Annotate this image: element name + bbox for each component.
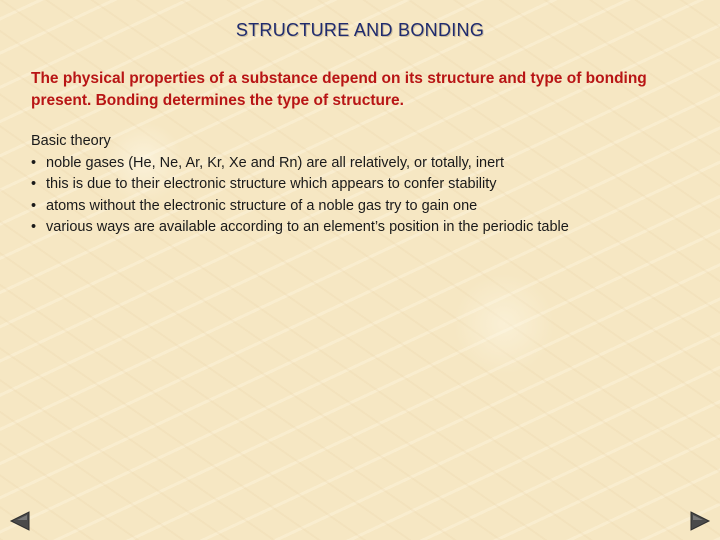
previous-slide-button[interactable]: [9, 511, 31, 531]
list-item: [31, 174, 711, 196]
list-item-text: noble gases (He, Ne, Ar, Kr, Xe and Rn) are all relatively, or totally, inert: [46, 154, 505, 171]
bullet-icon: •: [31, 154, 37, 171]
list-item-text: various ways are available according to an element’s position in the periodic table: [46, 219, 569, 235]
bullet-icon: •: [31, 219, 37, 235]
list-item: [31, 217, 711, 239]
list-item-text: atoms without the electronic structure of a noble gas try to gain one: [46, 197, 478, 214]
basic-theory-heading: Basic theory: [31, 133, 111, 149]
intro-paragraph: The physical properties of a substance depend on its structure and type of bonding present. Bonding determines the type of structure.: [31, 70, 647, 109]
list-item: [31, 153, 711, 175]
basic-theory-section: [31, 131, 711, 239]
bullet-icon: •: [31, 197, 37, 214]
bullet-list: [31, 153, 711, 239]
bullet-icon: •: [31, 176, 37, 192]
list-item: [31, 196, 711, 218]
triangle-left-icon: [9, 511, 31, 531]
slide-title: STRUCTURE AND BONDING: [235, 20, 485, 40]
next-slide-button[interactable]: [689, 511, 711, 531]
triangle-right-icon: [689, 511, 711, 531]
list-item-text: this is due to their electronic structure which appears to confer stability: [46, 176, 497, 192]
